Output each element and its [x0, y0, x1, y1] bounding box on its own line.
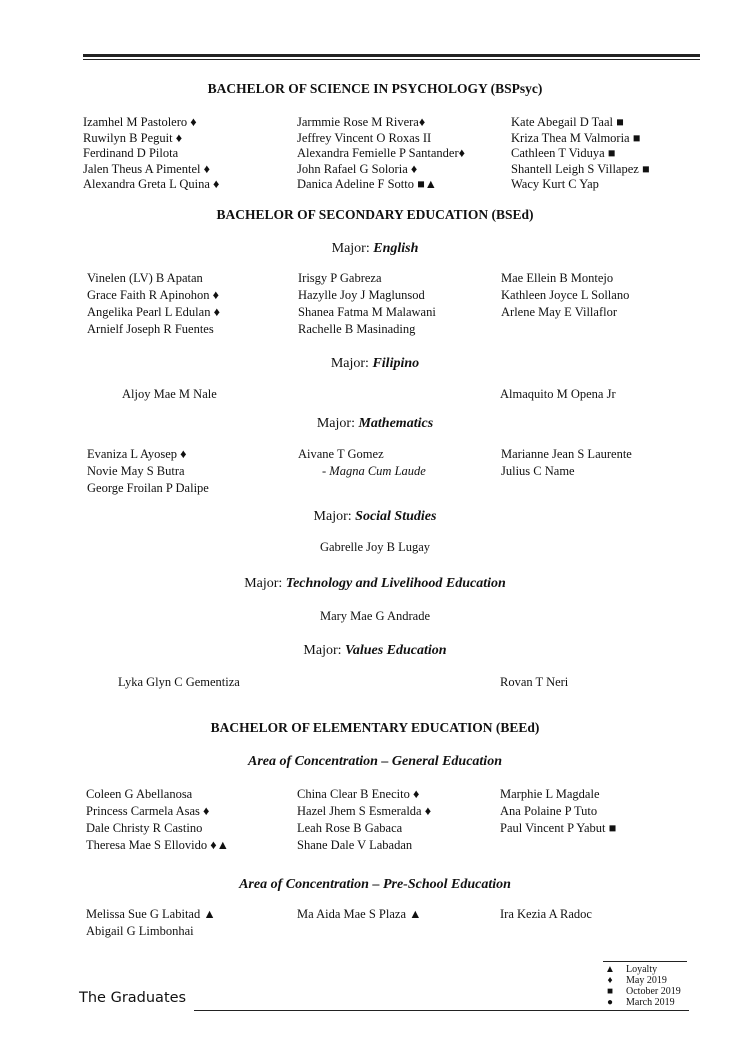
- major-prefix: Major:: [244, 576, 286, 591]
- values-right-name: Rovan T Neri: [500, 675, 569, 689]
- legend-item: [603, 997, 681, 1008]
- graduate-name: Kathleen Joyce L Sollano: [501, 288, 630, 302]
- filipino-left-name: Aljoy Mae M Nale: [122, 387, 217, 401]
- graduate-name: Rachelle B Masinading: [298, 322, 416, 336]
- major-english-label: [0, 241, 750, 257]
- major-mathematics-label: [0, 416, 750, 432]
- math-col2: [298, 446, 426, 480]
- major-filipino-label: [0, 356, 750, 372]
- diamond-icon: ♦: [607, 975, 613, 986]
- area-general-label: Area of Concentration – General Education: [248, 754, 502, 769]
- preschool-col1: [86, 906, 216, 940]
- graduate-name: Theresa Mae S Ellovido ♦▲: [86, 838, 230, 852]
- graduate-name: Izamhel M Pastolero ♦: [83, 115, 197, 129]
- legend: [603, 964, 681, 1008]
- beed-heading: BACHELOR OF ELEMENTARY EDUCATION (BEEd): [210, 720, 540, 735]
- legend-rule: [603, 961, 687, 962]
- major-prefix: Major:: [331, 241, 374, 256]
- legend-label: October 2019: [626, 986, 681, 997]
- major-name: Values Education: [345, 643, 447, 658]
- graduate-name: Ruwilyn B Peguit ♦: [83, 130, 183, 145]
- preschool-col3: [500, 906, 592, 923]
- graduate-name: Dale Christy R Castino: [86, 821, 203, 835]
- general-col3: [500, 786, 616, 837]
- graduate-name: Arnielf Joseph R Fuentes: [87, 322, 214, 336]
- preschool-col2: [297, 906, 422, 923]
- general-col1: [86, 786, 229, 854]
- english-col2: [298, 270, 436, 338]
- graduate-name: Vinelen (LV) B Apatan: [87, 271, 203, 285]
- graduate-name: China Clear B Enecito ♦: [297, 787, 420, 801]
- graduate-name: Melissa Sue G Labitad ▲: [86, 907, 216, 921]
- bspsyc-col1: [83, 115, 219, 193]
- graduate-name: Irisgy P Gabreza: [298, 271, 382, 285]
- legend-label: March 2019: [626, 997, 675, 1008]
- major-name: Filipino: [372, 356, 420, 371]
- major-prefix: Major:: [330, 356, 373, 371]
- values-left-name: Lyka Glyn C Gementiza: [118, 675, 240, 689]
- graduate-name: Coleen G Abellanosa: [86, 787, 193, 801]
- bspsyc-col3: [511, 115, 650, 193]
- graduate-name: Evaniza L Ayosep ♦: [87, 447, 187, 461]
- top-rule-thin: [83, 59, 700, 60]
- graduate-name: Novie May S Butra: [87, 464, 185, 478]
- graduate-name: Ana Polaine P Tuto: [500, 804, 598, 818]
- graduate-name: Marphie L Magdale: [500, 787, 600, 801]
- graduate-name: Wacy Kurt C Yap: [511, 177, 599, 191]
- legend-label: Loyalty: [626, 964, 658, 975]
- filipino-right-name: Almaquito M Opena Jr: [500, 387, 616, 401]
- graduate-name: Danica Adeline F Sotto ■▲: [297, 177, 438, 191]
- general-col2: [297, 786, 431, 854]
- graduate-name: Hazylle Joy J Maglunsod: [298, 288, 425, 302]
- graduate-name: Cathleen T Viduya ■: [511, 146, 616, 160]
- bspsyc-heading: BACHELOR OF SCIENCE IN PSYCHOLOGY (BSPsyc): [207, 81, 543, 96]
- graduate-name: Shane Dale V Labadan: [297, 838, 413, 852]
- graduate-name: Kate Abegail D Taal ■: [511, 115, 624, 129]
- major-social-studies-label: [0, 509, 750, 525]
- graduate-name: Ira Kezia A Radoc: [500, 907, 592, 921]
- circle-icon: ●: [606, 997, 614, 1008]
- footer-rule: [194, 1010, 689, 1011]
- square-icon: ■: [606, 986, 614, 997]
- graduate-name: Hazel Jhem S Esmeralda ♦: [297, 804, 432, 818]
- major-prefix: Major:: [303, 643, 346, 658]
- graduate-name: Alexandra Greta L Quina ♦: [83, 177, 220, 191]
- graduate-name: Jarmmie Rose M Rivera♦: [297, 115, 426, 129]
- graduate-name: John Rafael G Soloria ♦: [297, 161, 418, 176]
- graduate-name: Leah Rose B Gabaca: [297, 821, 403, 835]
- legend-item: [603, 964, 681, 975]
- graduate-name: Abigail G Limbonhai: [86, 924, 194, 938]
- math-col1: [87, 446, 209, 497]
- major-name: Mathematics: [358, 416, 434, 431]
- legend-item: [603, 975, 681, 986]
- graduate-name: Shanea Fatma M Malawani: [298, 305, 436, 319]
- graduate-name: Alexandra Femielle P Santander♦: [297, 146, 466, 160]
- honor-label: - Magna Cum Laude: [322, 464, 426, 478]
- footer-title: The Graduates: [79, 990, 187, 1006]
- graduate-name: Julius C Name: [501, 464, 575, 478]
- major-prefix: Major:: [313, 509, 356, 524]
- graduate-name: Jalen Theus A Pimentel ♦: [83, 161, 210, 176]
- legend-label: May 2019: [626, 975, 667, 986]
- english-col1: [87, 270, 220, 338]
- tle-name: Mary Mae G Andrade: [319, 609, 431, 623]
- major-prefix: Major:: [316, 416, 359, 431]
- bspsyc-col2: [297, 115, 465, 193]
- social-studies-name: Gabrelle Joy B Lugay: [319, 540, 431, 554]
- math-col3: [501, 446, 632, 480]
- graduate-name: Marianne Jean S Laurente: [501, 447, 632, 461]
- english-col3: [501, 270, 629, 321]
- major-values-label: [0, 643, 750, 659]
- graduate-name: Paul Vincent P Yabut ■: [500, 821, 617, 835]
- graduate-name: Angelika Pearl L Edulan ♦: [87, 305, 220, 319]
- top-rule: [83, 54, 700, 57]
- bsed-heading: BACHELOR OF SECONDARY EDUCATION (BSEd): [216, 207, 534, 222]
- graduate-name: Princess Carmela Asas ♦: [86, 804, 210, 818]
- legend-item: [603, 986, 681, 997]
- major-name: Technology and Livelihood Education: [285, 576, 506, 591]
- graduate-name: Grace Faith R Apinohon ♦: [87, 288, 220, 302]
- triangle-icon: ▲: [605, 964, 615, 975]
- graduate-name: Mae Ellein B Montejo: [501, 271, 614, 285]
- graduate-name: Ma Aida Mae S Plaza ▲: [297, 907, 422, 921]
- major-name: Social Studies: [355, 509, 437, 524]
- math-col2-name: Aivane T Gomez: [298, 447, 384, 461]
- graduate-name: Jeffrey Vincent O Roxas II: [297, 130, 432, 145]
- major-name: English: [373, 241, 419, 256]
- graduate-name: Ferdinand D Pilota: [83, 146, 179, 160]
- area-preschool-label: Area of Concentration – Pre-School Education: [239, 877, 511, 892]
- graduate-name: Kriza Thea M Valmoria ■: [511, 130, 641, 145]
- graduate-name: George Froilan P Dalipe: [87, 481, 209, 495]
- graduate-name: Shantell Leigh S Villapez ■: [511, 161, 650, 176]
- major-tle-label: [0, 576, 750, 592]
- graduate-name: Arlene May E Villaflor: [501, 305, 617, 319]
